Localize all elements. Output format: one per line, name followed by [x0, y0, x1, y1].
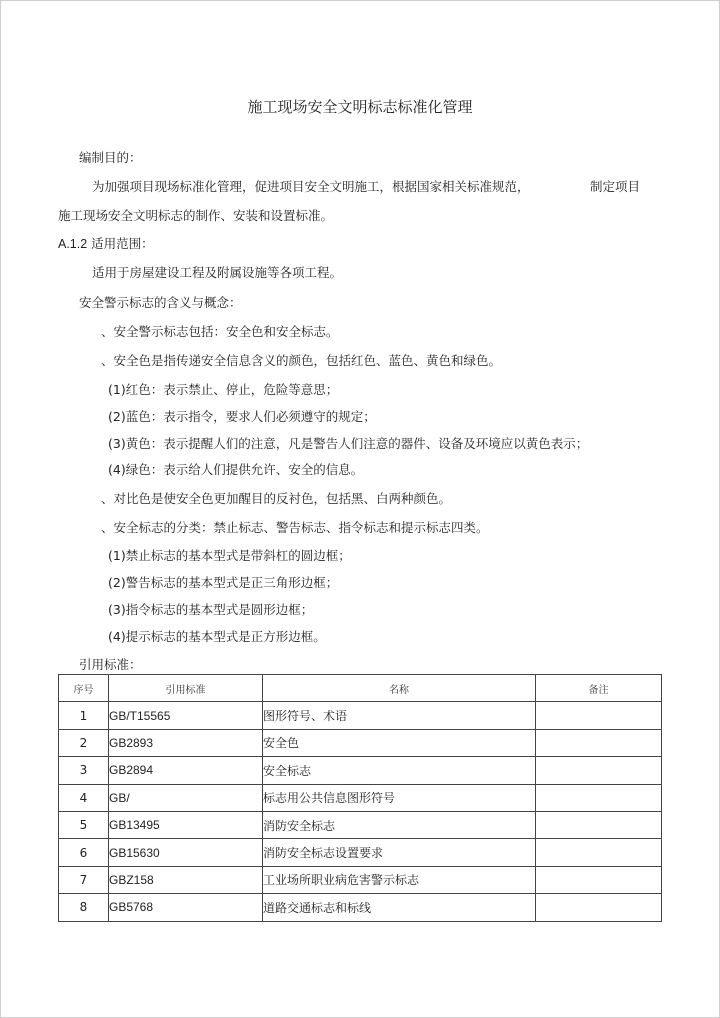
scope-text: 适用于房屋建设工程及附属设施等各项工程。	[92, 265, 343, 280]
row-code: GB2894	[109, 757, 263, 784]
table-header-row	[59, 675, 662, 702]
row-name: 道路交通标志和标线	[263, 894, 536, 921]
row-code: GBZ158	[109, 866, 263, 893]
row-no: 8	[59, 894, 109, 921]
sign-type-prohibition: (1)禁止标志的基本型式是带斜杠的圆边框；	[108, 548, 351, 563]
row-name: 消防安全标志	[263, 811, 536, 838]
row-note	[536, 866, 662, 893]
row-no: 4	[59, 784, 109, 811]
header-note: 备注	[536, 675, 662, 702]
row-code: GB2893	[109, 729, 263, 756]
row-note	[536, 784, 662, 811]
reference-standards-table	[58, 674, 662, 922]
row-note	[536, 839, 662, 866]
table-row	[59, 757, 662, 784]
row-no: 3	[59, 757, 109, 784]
table-row	[59, 702, 662, 729]
color-item-blue: (2)蓝色：表示指令，要求人们必须遵守的规定；	[108, 409, 376, 424]
row-code: GB/	[109, 784, 263, 811]
row-name: 安全色	[263, 729, 536, 756]
concept-item-1: 、安全警示标志包括：安全色和安全标志。	[101, 324, 339, 339]
table-row	[59, 811, 662, 838]
row-code: GB15630	[109, 839, 263, 866]
color-item-green: (4)绿色：表示给人们提供允许、安全的信息。	[108, 462, 364, 477]
scope-heading-line	[58, 236, 154, 252]
header-standard: 引用标准	[109, 675, 263, 702]
purpose-text-line1-end: 制定项目	[590, 179, 641, 194]
sign-type-information: (4)提示标志的基本型式是正方形边框。	[108, 629, 326, 644]
row-name: 工业场所职业病危害警示标志	[263, 866, 536, 893]
table-row	[59, 784, 662, 811]
row-note	[536, 729, 662, 756]
row-name: 标志用公共信息图形符号	[263, 784, 536, 811]
document-title: 施工现场安全文明标志标准化管理	[247, 98, 473, 116]
sign-type-warning: (2)警告标志的基本型式是正三角形边框；	[108, 575, 339, 590]
row-no: 1	[59, 702, 109, 729]
concept-item-3: 、对比色是使安全色更加醒目的反衬色，包括黑、白两种颜色。	[101, 491, 452, 506]
row-name: 安全标志	[263, 757, 536, 784]
row-note	[536, 811, 662, 838]
scope-number: A.1.2	[58, 237, 88, 251]
scope-heading: 适用范围：	[91, 236, 154, 251]
concept-heading: 安全警示标志的含义与概念：	[79, 295, 242, 310]
purpose-heading: 编制目的：	[79, 150, 142, 165]
row-name: 消防安全标志设置要求	[263, 839, 536, 866]
table-row	[59, 839, 662, 866]
row-no: 6	[59, 839, 109, 866]
color-item-yellow: (3)黄色：表示提醒人们的注意，凡是警告人们注意的器件、设备及环境应以黄色表示；	[108, 436, 589, 451]
purpose-text-line1: 为加强项目现场标准化管理，促进项目安全文明施工，根据国家相关标准规范，	[92, 179, 530, 194]
row-no: 2	[59, 729, 109, 756]
row-name: 图形符号、术语	[263, 702, 536, 729]
concept-item-2: 、安全色是指传递安全信息含义的颜色，包括红色、蓝色、黄色和绿色。	[101, 353, 502, 368]
table-row	[59, 729, 662, 756]
row-note	[536, 894, 662, 921]
header-no: 序号	[59, 675, 109, 702]
row-code: GB/T15565	[109, 702, 263, 729]
purpose-text-line2: 施工现场安全文明标志的制作、安装和设置标准。	[58, 208, 334, 223]
table-row	[59, 894, 662, 921]
row-no: 5	[59, 811, 109, 838]
table-row	[59, 866, 662, 893]
concept-item-4: 、安全标志的分类：禁止标志、警告标志、指令标志和提示标志四类。	[101, 520, 489, 535]
row-no: 7	[59, 866, 109, 893]
ref-heading: 引用标准：	[79, 657, 142, 672]
row-code: GB5768	[109, 894, 263, 921]
row-note	[536, 702, 662, 729]
header-name: 名称	[263, 675, 536, 702]
sign-type-mandatory: (3)指令标志的基本型式是圆形边框；	[108, 602, 314, 617]
color-item-red: (1)红色：表示禁止、停止，危险等意思；	[108, 382, 339, 397]
row-note	[536, 757, 662, 784]
row-code: GB13495	[109, 811, 263, 838]
